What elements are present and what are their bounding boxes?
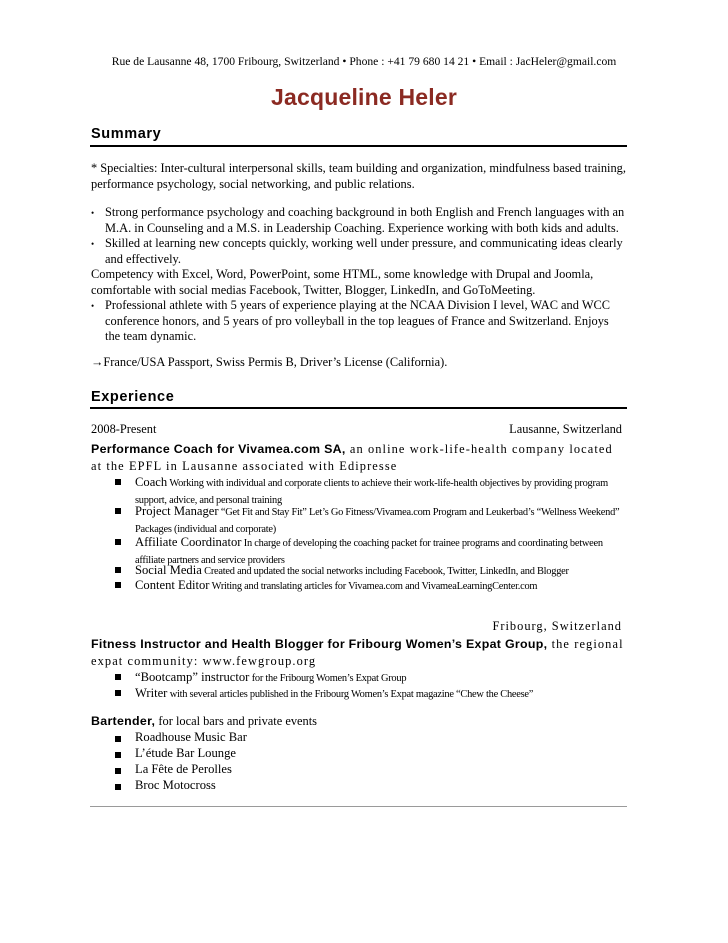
footer-rule	[90, 806, 627, 807]
contact-line: Rue de Lausanne 48, 1700 Fribourg, Switzerland • Phone : +41 79 680 14 21 • Email : JacHeler@gmail.com	[111, 55, 617, 68]
duty-desc: Created and updated the social networks including Facebook, Twitter, LinkedIn, and Blogger	[201, 566, 569, 577]
experience-rule	[90, 407, 627, 409]
job2-description: the regional expat community: www.fewgroup.org	[91, 637, 624, 668]
summary-bullet-text: Professional athlete with 5 years of experience playing at the NCAA Division I level, WAC and WCC conference honors, and 5 years of pro volleyball in the top leagues of France and Switzerland. Enjoys the team dynamic.	[105, 298, 611, 344]
job1-description: an online work-life-health company located at the EPFL in Lausanne associated with Edipresse	[91, 442, 613, 473]
job1-dates: 2008-Present	[91, 422, 157, 436]
specialties-text: * Specialties: Inter-cultural interpersonal skills, team building and organization, mindfulness based training, performance psychology, social networking, and public relations.	[91, 161, 626, 191]
bullet-dot: •	[91, 208, 95, 218]
job1-duty	[135, 577, 625, 594]
job3-place: L’étude Bar Lounge	[135, 746, 236, 760]
duty-desc: Writing and translating articles for Vivamea.com and VivameaLearningCenter.com	[209, 581, 538, 592]
job2-title: Fitness Instructor and Health Blogger for Fribourg Women’s Expat Group,	[91, 637, 548, 651]
square-bullet	[115, 784, 121, 790]
job3-title: Bartender,	[91, 714, 156, 728]
summary-heading: Summary	[91, 126, 162, 142]
competency-text: Competency with Excel, Word, PowerPoint, some HTML, some knowledge with Drupal and Joomla, comfortable with social medias Facebook, Twitter, Blogger, LinkedIn, and GoToMeeting.	[91, 267, 594, 297]
job2-duty	[135, 669, 625, 686]
square-bullet	[115, 582, 121, 588]
job2-location: Fribourg, Switzerland	[492, 619, 622, 633]
experience-heading: Experience	[91, 389, 175, 405]
square-bullet	[115, 768, 121, 774]
duty-desc: with several articles published in the Fribourg Women’s Expat magazine “Chew the Cheese”	[167, 689, 534, 700]
passport-text: France/USA Passport, Swiss Permis B, Driver’s License (California).	[103, 355, 448, 369]
square-bullet	[115, 752, 121, 758]
job2-heading	[91, 636, 626, 669]
square-bullet	[115, 567, 121, 573]
square-bullet	[115, 690, 121, 696]
summary-rule	[90, 145, 627, 147]
job3-place: Broc Motocross	[135, 778, 216, 792]
job1-heading	[91, 441, 626, 474]
square-bullet	[115, 479, 121, 485]
duty-desc: Working with individual and corporate clients to achieve their work-life-health objectives by providing program support, advice, and personal training	[135, 478, 608, 506]
passport-line	[91, 355, 631, 371]
job3-heading	[91, 714, 631, 730]
job1-title: Performance Coach for Vivamea.com SA,	[91, 442, 346, 456]
job2-duty	[135, 685, 625, 702]
summary-bullet-text: Strong performance psychology and coaching background in both English and French languages with an M.A. in Counseling and a M.S. in Leadership Coaching. Experience working with both kids and adults.	[105, 205, 625, 235]
bullet-dot: •	[91, 301, 95, 311]
job3-place: Roadhouse Music Bar	[135, 730, 247, 744]
square-bullet	[115, 736, 121, 742]
square-bullet	[115, 508, 121, 514]
duty-role: Affiliate Coordinator	[135, 535, 242, 549]
duty-desc: “Get Fit and Stay Fit” Let’s Go Fitness/Vivamea.com Program and Leukerbad’s “Wellness Weekend” Packages (individual and corporate)	[135, 507, 620, 535]
job3-place: La Fête de Perolles	[135, 762, 232, 776]
duty-role: Social Media	[135, 563, 202, 577]
square-bullet	[115, 674, 121, 680]
job3-description: for local bars and private events	[155, 714, 317, 728]
summary-bullet-text: Skilled at learning new concepts quickly, working well under pressure, and communicating ideas clearly and effectively.	[105, 236, 623, 266]
bullet-dot: •	[91, 239, 95, 249]
duty-role: Coach	[135, 475, 168, 489]
duty-desc: for the Fribourg Women’s Expat Group	[249, 673, 407, 684]
job1-location: Lausanne, Switzerland	[509, 422, 622, 436]
duty-role: Writer	[135, 686, 168, 700]
arrow-icon: →	[91, 355, 104, 369]
job1-duty	[135, 503, 625, 537]
duty-desc: In charge of developing the coaching packet for trainee programs and coordinating between affiliate partners and service providers	[135, 538, 603, 566]
candidate-name: Jacqueline Heler	[270, 84, 457, 110]
duty-role: “Bootcamp” instructor	[135, 670, 250, 684]
duty-role: Content Editor	[135, 578, 210, 592]
duty-role: Project Manager	[135, 504, 219, 518]
square-bullet	[115, 539, 121, 545]
